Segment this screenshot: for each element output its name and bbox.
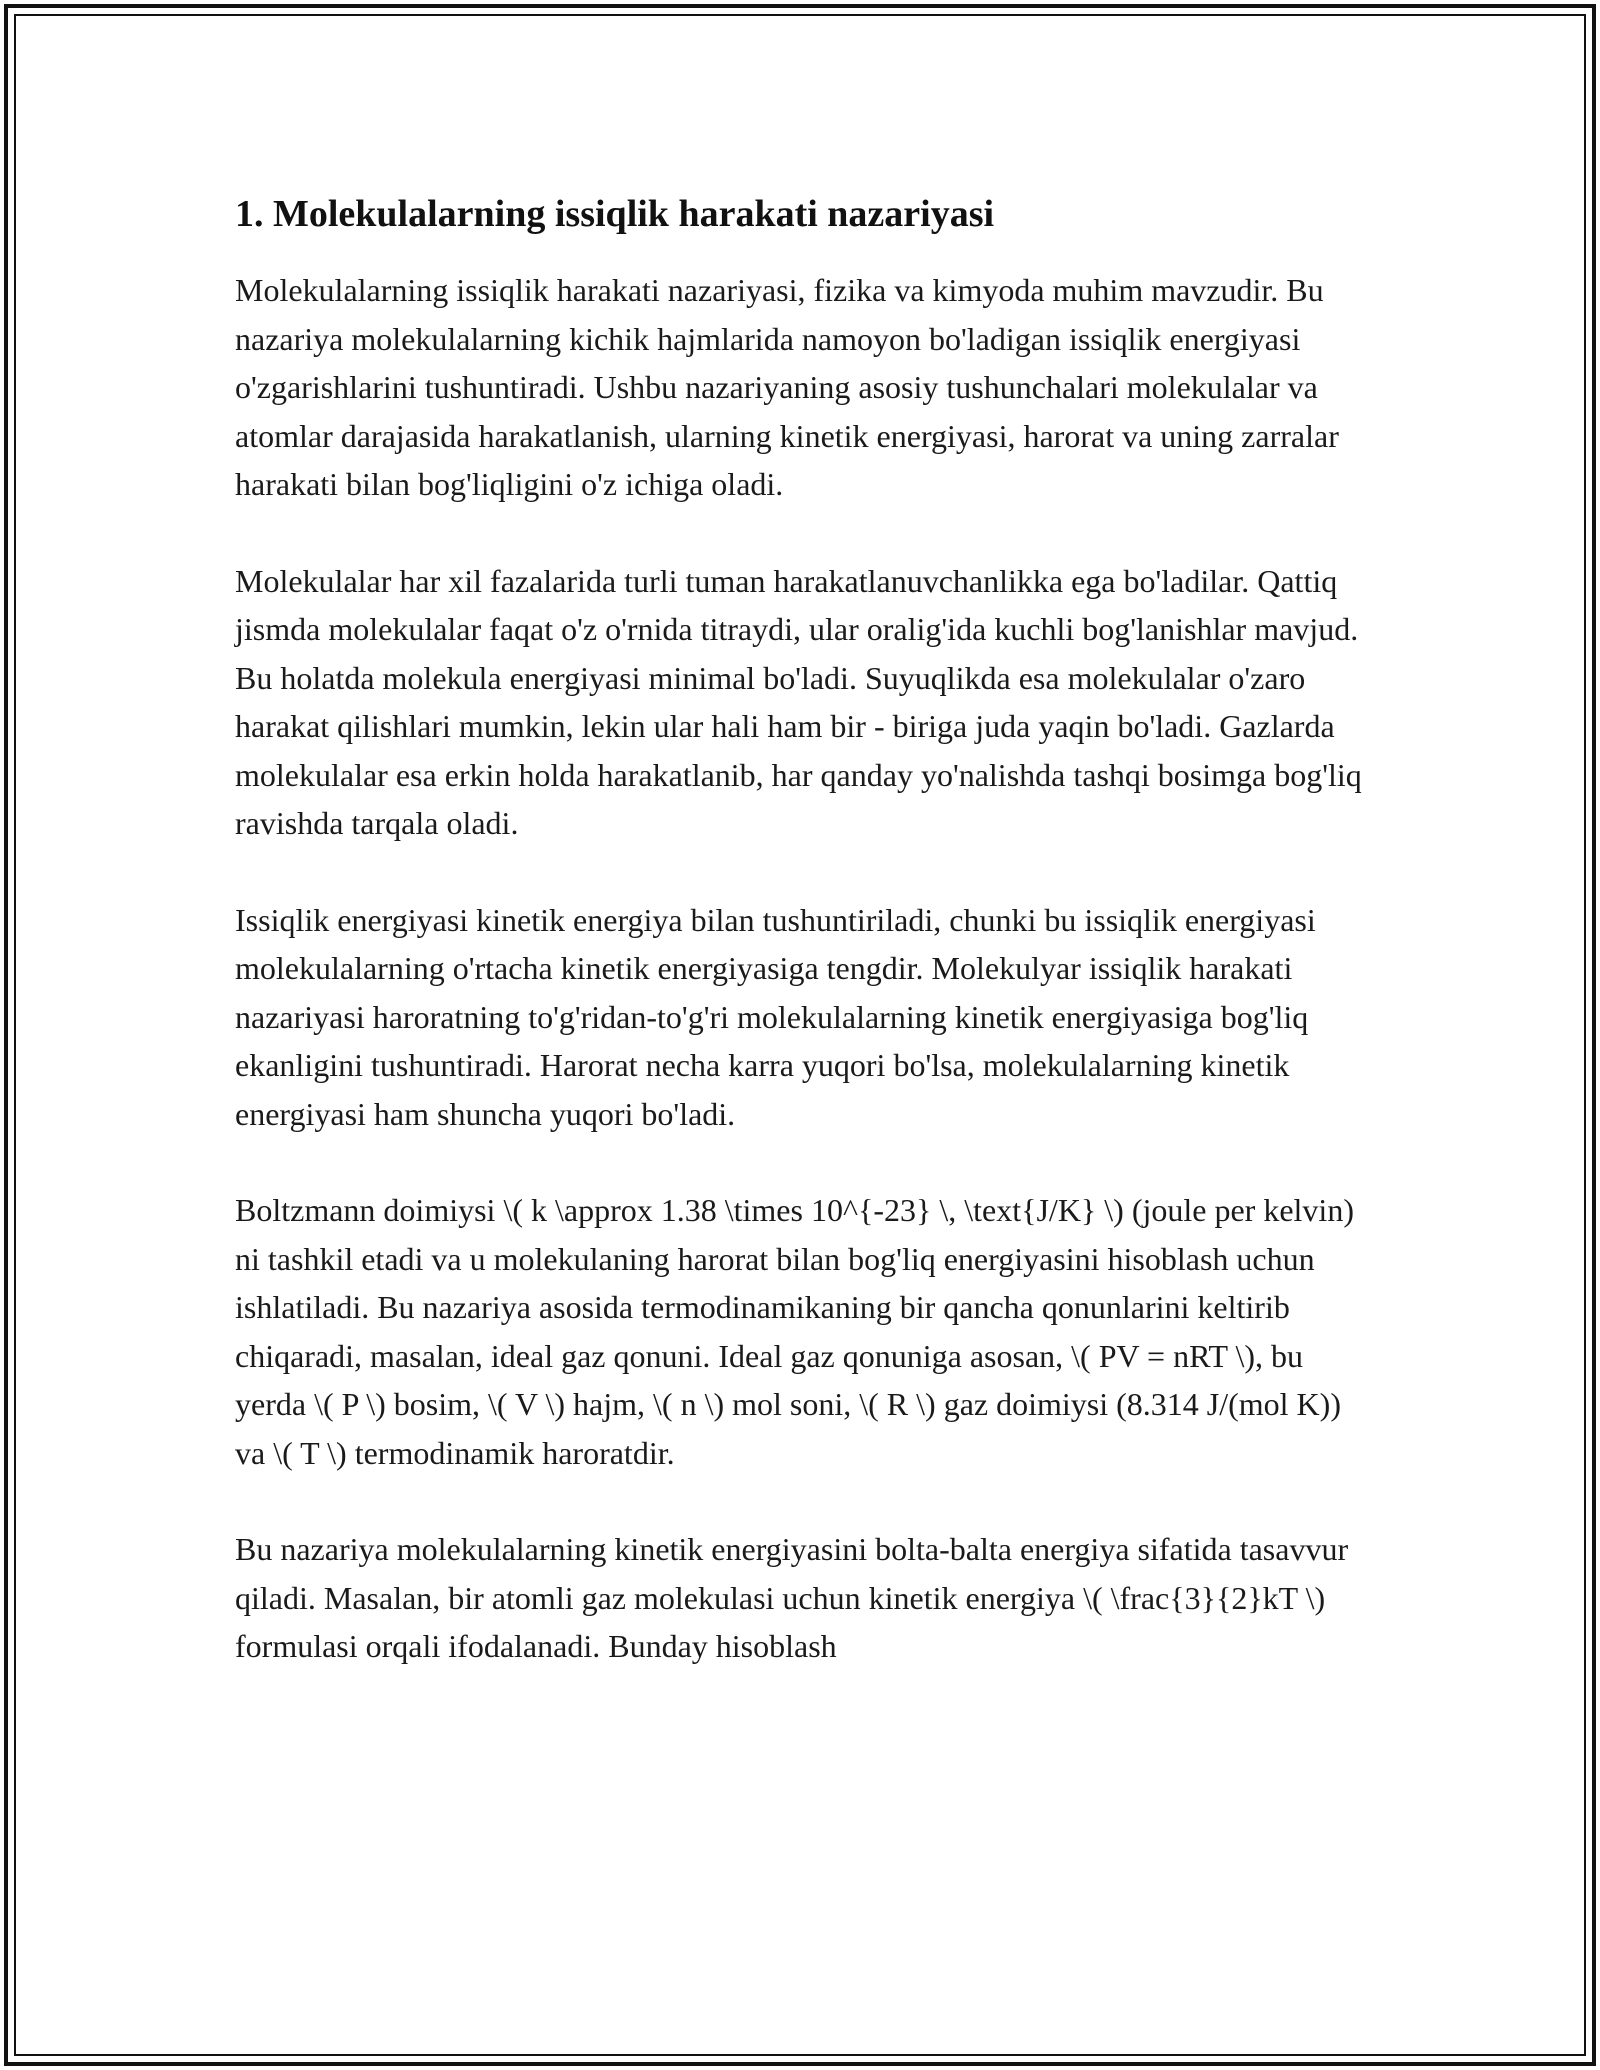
- document-body: [235, 190, 1370, 1719]
- paragraph-phases: Molekulalar har xil fazalarida turli tuman harakatlanuvchanlikka ega bo'ladilar. Qattiq jismda molekulalar faqat o'z o'rnida titraydi, ular oralig'ida kuchli bog'lanishlar mavjud. Bu holatda molekula energiyasi minimal bo'ladi. Suyuqlikda esa molekulalar o'zaro harakat qilishlari mumkin, lekin ular hali ham bir - biriga juda yaqin bo'ladi. Gazlarda molekulalar esa erkin holda harakatlanib, har qanday yo'nalishda tashqi bosimga bog'liq ravishda tarqala oladi.: [235, 562, 1362, 841]
- section-heading: 1. Molekulalarning issiqlik harakati nazariyasi: [235, 193, 995, 235]
- paragraph-kinetic-formula: Bu nazariya molekulalarning kinetik energiyasini bolta-balta energiya sifatida tasavvur qiladi. Masalan, bir atomli gaz molekulasi uchun kinetik energiya \( \frac{3}{2}kT \) formulasi orqali ifodalanadi. Bunday hisoblash: [235, 1531, 1349, 1664]
- paragraph-intro: Molekulalarning issiqlik harakati nazariyasi, fizika va kimyoda muhim mavzudir. Bu nazariya molekulalarning kichik hajmlarida namoyon bo'ladigan issiqlik energiyasi o'zgarishlarini tushuntiradi. Ushbu nazariyaning asosiy tushunchalari molekulalar va atomlar darajasida harakatlanish, ularning kinetik energiyasi, harorat va uning zarralar harakati bilan bog'liqligini o'z ichiga oladi.: [235, 272, 1339, 502]
- paragraph-boltzmann: Boltzmann doimiysi \( k \approx 1.38 \times 10^{-23} \, \text{J/K} \) (joule per kelvin) ni tashkil etadi va u molekulaning harorat bilan bog'liq energiyasini hisoblash uchun ishlatiladi. Bu nazariya asosida termodinamikaning bir qancha qonunlarini keltirib chiqaradi, masalan, ideal gaz qonuni. Ideal gaz qonuniga asosan, \( PV = nRT \), bu yerda \( P \) bosim, \( V \) hajm, \( n \) mol soni, \( R \) gaz doimiysi (8.314 J/(mol K)) va \( T \) termodinamik haroratdir.: [235, 1192, 1354, 1471]
- paragraph-thermal-energy: Issiqlik energiyasi kinetik energiya bilan tushuntiriladi, chunki bu issiqlik energiyasi molekulalarning o'rtacha kinetik energiyasiga tengdir. Molekulyar issiqlik harakati nazariyasi haroratning to'g'ridan-to'g'ri molekulalarning kinetik energiyasiga bog'liq ekanligini tushuntiradi. Harorat necha karra yuqori bo'lsa, molekulalarning kinetik energiyasi ham shuncha yuqori bo'ladi.: [235, 901, 1316, 1132]
